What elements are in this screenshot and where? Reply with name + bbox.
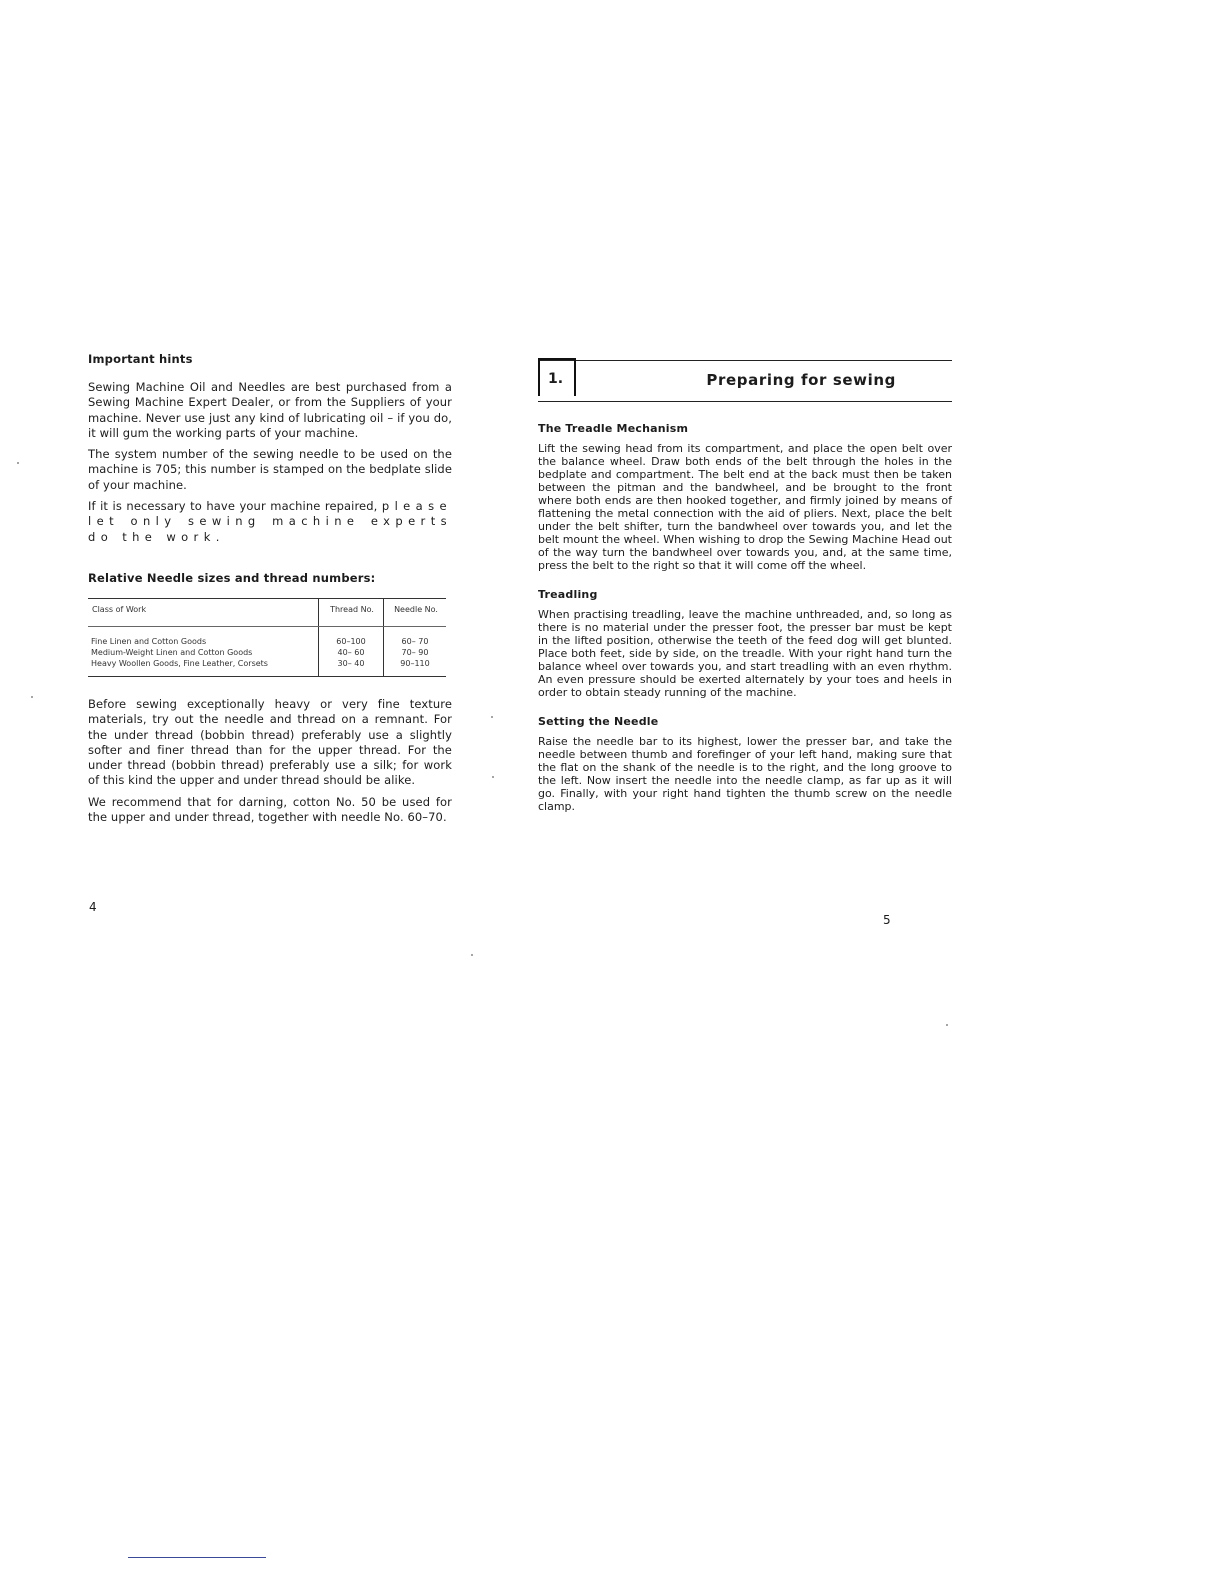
- table-cell: Medium-Weight Linen and Cotton Goods: [91, 647, 253, 657]
- table-cell: Fine Linen and Cotton Goods: [91, 636, 207, 646]
- hints-paragraph-system-number: The system number of the sewing needle to be used on the machine is 705; this number is stamped on the bedplate slide of your machine.: [88, 447, 452, 492]
- darning-paragraph: We recommend that for darning, cotton No. 50 be used for the upper and under thread, together with needle No. 60–70.: [88, 794, 452, 825]
- needle-table-container: [88, 598, 452, 677]
- scan-speck: [946, 1024, 948, 1026]
- setting-needle-text: Raise the needle bar to its highest, lower the presser bar, and take the needle between thumb and forefinger of your left hand, making sure that the flat on the shank of the needle is to the right, and the long groove to the left. Now insert the needle into the needle clamp, as far up as it will go. Finally, with your right hand tighten the thumb screw on the needle clamp.: [538, 735, 952, 813]
- section-header: [538, 360, 952, 402]
- repair-spaced-text: please let only sewing machine experts do the work.: [88, 499, 452, 544]
- treadling-text: When practising treadling, leave the machine unthreaded, and, so long as there is no material under the presser foot, the presser bar must be kept in the lifted position, otherwise the teeth of the feed dog will get blunted. Place both feet, side by side, on the treadle. With your right hand turn the balance wheel over towards you, and start treadling with an even rhythm. An even pressure should be exerted alternately by your toes and heels in order to obtain steady running of the machine.: [538, 608, 952, 699]
- table-row: [88, 658, 446, 677]
- table-cell: 60– 70: [384, 626, 447, 647]
- page-number-left: 4: [89, 900, 97, 914]
- needle-thread-table: [88, 598, 446, 677]
- needle-table-heading: Relative Needle sizes and thread numbers:: [88, 570, 376, 585]
- table-cell: 40– 60: [319, 647, 384, 658]
- bottom-edge-line: [128, 1557, 266, 1558]
- important-hints-heading: Important hints: [88, 352, 193, 366]
- table-cell: 70– 90: [384, 647, 447, 658]
- header-class-of-work: Class of Work: [88, 598, 319, 626]
- header-needle-no: Needle No.: [384, 598, 447, 626]
- section-title: Preparing for sewing: [706, 371, 896, 389]
- scan-speck: [31, 696, 33, 698]
- hints-paragraph-oil: Sewing Machine Oil and Needles are best purchased from a Sewing Machine Expert Dealer, or from the Suppliers of your machine. Never use just any kind of lubricating oil – if you do, it will gum the working parts of your machine.: [88, 380, 452, 440]
- scan-speck: [471, 954, 473, 956]
- table-row: [88, 647, 446, 658]
- treadle-mechanism-text: Lift the sewing head from its compartment, and place the open belt over the balance wheel. Draw both ends of the belt through the holes in the bedplate and compartment. The belt end at the back must then be taken between the pitman and the bandwheel, and be brought to the front where both ends are then hooked together, and firmly joined by means of flattening the metal connection with the aid of pliers. Next, place the belt under the belt shifter, turn the bandwheel over towards you, and let the belt mount the wheel. When wishing to drop the Sewing Machine Head out of the way turn the bandwheel over towards you, and, at the same time, press the belt to the right so that it will come off the wheel.: [538, 442, 952, 572]
- treadling-heading: Treadling: [538, 588, 598, 601]
- section-number-box: 1.: [538, 358, 576, 396]
- left-page: [88, 352, 452, 831]
- table-row: [88, 626, 446, 647]
- scan-speck: [491, 716, 493, 718]
- scan-speck: [492, 776, 494, 778]
- header-thread-no: Thread No.: [319, 598, 384, 626]
- table-header-row: [88, 598, 446, 626]
- table-cell: 90–110: [384, 658, 447, 677]
- page-number-right: 5: [883, 913, 891, 927]
- table-cell: Heavy Woollen Goods, Fine Leather, Corsets: [91, 658, 268, 668]
- treadle-mechanism-heading: The Treadle Mechanism: [538, 422, 689, 435]
- table-cell: 60–100: [319, 626, 384, 647]
- table-cell: 30– 40: [319, 658, 384, 677]
- remnant-paragraph: Before sewing exceptionally heavy or very fine texture materials, try out the needle and thread on a remnant. For the under thread (bobbin thread) preferably use a slightly softer and finer thread than for the upper thread. For the under thread (bobbin thread) preferably use a silk; for work of this kind the upper and under thread should be alike.: [88, 696, 452, 788]
- repair-text: If it is necessary to have your machine repaired,: [88, 499, 378, 514]
- setting-needle-heading: Setting the Needle: [538, 715, 659, 728]
- right-page: [538, 360, 952, 819]
- hints-paragraph-repair: [88, 499, 452, 545]
- scan-speck: [17, 462, 19, 464]
